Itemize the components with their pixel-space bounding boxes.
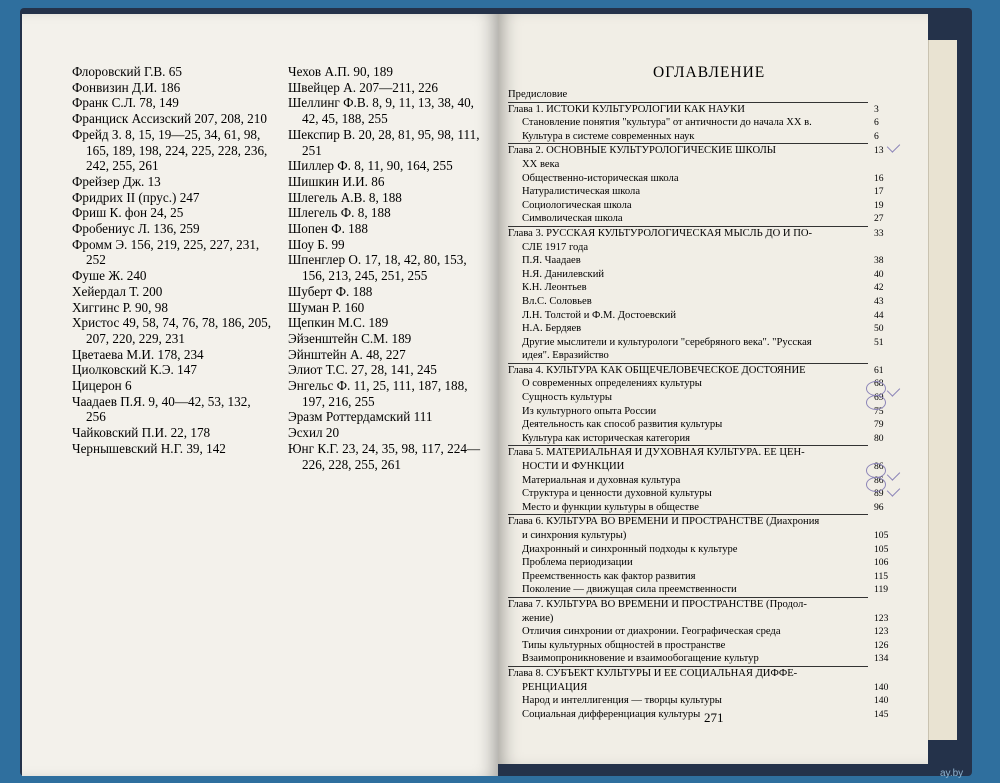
toc-chapter-row — [508, 514, 868, 529]
index-entry: Юнг К.Г. 23, 24, 35, 98, 117, 224—226, 228, 255, 261 — [288, 440, 481, 472]
toc-row — [508, 391, 884, 405]
toc-entry-text: П.Я. Чаадаев — [522, 255, 581, 267]
index-entry: Фуше Ж. 240 — [72, 268, 147, 284]
toc-row — [508, 336, 884, 350]
toc-page-number: 96 — [874, 501, 884, 513]
toc-page-number: 6 — [874, 130, 879, 142]
index-entry: Шлегель Ф. 8, 188 — [288, 205, 391, 221]
toc-page-number: 68 — [874, 378, 884, 390]
index-entry: Чернышевский Н.Г. 39, 142 — [72, 440, 226, 456]
toc-entry-text: Общественно-историческая школа — [522, 172, 679, 184]
toc-row — [508, 158, 868, 172]
toc-page-number: 134 — [874, 653, 889, 665]
toc-row — [508, 268, 884, 282]
toc-entry-text: Поколение — движущая сила преемственности — [522, 584, 737, 596]
index-entry: Энгельс Ф. 11, 25, 111, 187, 188, 197, 216, 255 — [288, 378, 468, 409]
toc-page-number: 105 — [874, 530, 889, 541]
index-entry: Цветаева М.И. 178, 234 — [72, 346, 204, 362]
toc-row — [508, 694, 889, 708]
toc-entry-text: Глава 7. КУЛЬТУРА ВО ВРЕМЕНИ И ПРОСТРАНСТВЕ (Продол- — [508, 598, 807, 610]
index-entry: Шуберт Ф. 188 — [288, 283, 373, 299]
toc-entry-text: Символическая школа — [522, 213, 623, 225]
toc-page-number: 80 — [874, 432, 884, 444]
toc-row — [508, 185, 884, 199]
index-entry: Фонвизин Д.И. 186 — [72, 79, 181, 95]
page-number: 271 — [704, 710, 724, 725]
toc-page-number: 115 — [874, 570, 889, 582]
toc-row — [508, 322, 884, 336]
toc-entry-text: Типы культурных общностей в пространстве — [522, 639, 726, 651]
index-entry: Швейцер А. 207—211, 226 — [288, 79, 438, 95]
toc-page-number: 86 — [874, 461, 884, 473]
toc-entry-text: Отличия синхронии от диахронии. Географическая среда — [522, 626, 781, 638]
toc-row — [508, 199, 884, 213]
index-entry: Шуман Р. 160 — [288, 299, 365, 315]
toc-page-number: 17 — [874, 186, 884, 198]
toc-row — [508, 405, 884, 419]
toc-row — [508, 529, 889, 543]
toc-entry-text: О современных определениях культуры — [522, 378, 702, 390]
toc-entry-text: Взаимопроникновение и взаимообогащение культур — [522, 653, 759, 665]
index-entry: Франк С.Л. 78, 149 — [72, 95, 179, 111]
index-entry: Чайковский П.И. 22, 178 — [72, 425, 211, 441]
toc-page-number: 50 — [874, 323, 884, 335]
pencil-circle-mark — [866, 395, 886, 410]
toc-row — [508, 432, 884, 446]
toc-entry-text: Глава 8. СУБЪЕКТ КУЛЬТУРЫ И ЕЕ СОЦИАЛЬНАЯ ДИФФЕ- — [508, 667, 798, 679]
toc-entry-text: Сущность культуры — [522, 392, 613, 404]
index-entry: Фрейзер Дж. 13 — [72, 173, 161, 189]
toc-page-number: 3 — [874, 103, 879, 115]
index-entry: Эразм Роттердамский 111 — [288, 409, 433, 425]
table-of-contents — [508, 88, 889, 721]
toc-row — [508, 625, 889, 639]
index-entry: Эсхил 20 — [288, 425, 340, 441]
toc-page-number: 6 — [874, 117, 879, 129]
toc-chapter-row — [508, 226, 884, 241]
toc-page-number: 123 — [874, 612, 889, 624]
toc-title: ОГЛАВЛЕНИЕ — [653, 64, 766, 81]
toc-chapter-row — [508, 102, 879, 117]
index-entry: Эйзенштейн С.М. 189 — [288, 330, 412, 346]
toc-entry-text: Глава 4. КУЛЬТУРА КАК ОБЩЕЧЕЛОВЕЧЕСКОЕ ДОСТОЯНИЕ — [508, 364, 806, 376]
toc-chapter-row — [508, 143, 884, 158]
toc-entry-text: Социальная дифференциация культуры — [522, 708, 701, 720]
toc-page-number: 126 — [874, 639, 889, 651]
toc-entry-text: НОСТИ И ФУНКЦИИ — [522, 461, 625, 473]
toc-entry-text: Становление понятия "культура" от античности до начала XX в. — [522, 117, 812, 129]
toc-row — [508, 130, 879, 144]
toc-entry-text: Предисловие — [508, 89, 568, 100]
toc-page-number: 42 — [874, 282, 884, 294]
toc-row — [508, 570, 889, 584]
index-entry: Фробениус Л. 136, 259 — [72, 221, 200, 237]
toc-page-number: 19 — [874, 199, 884, 211]
toc-entry-text: Н.А. Бердяев — [522, 323, 582, 335]
index-entry: Шоу Б. 99 — [288, 236, 345, 252]
index-entry: Элиот Т.С. 27, 28, 141, 245 — [288, 362, 437, 378]
index-entry: Христос 49, 58, 74, 76, 78, 186, 205, 207, 220, 229, 231 — [72, 315, 272, 346]
index-entry: Шпенглер О. 17, 18, 42, 80, 153, 156, 213, 245, 251, 255 — [288, 252, 467, 284]
toc-entry-text: Структура и ценности духовной культуры — [522, 488, 712, 500]
toc-entry-text: Л.Н. Толстой и Ф.М. Достоевский — [522, 309, 676, 321]
toc-page-number: 106 — [874, 557, 889, 569]
toc-page-number: 33 — [874, 227, 884, 239]
toc-page-number: 61 — [874, 364, 884, 376]
toc-row — [508, 583, 889, 597]
toc-page-number: 140 — [874, 695, 889, 707]
toc-entry-text: СЛЕ 1917 года — [522, 241, 589, 253]
toc-chapter-row — [508, 363, 884, 378]
toc-entry-text: XX века — [522, 158, 560, 170]
toc-entry-text: Вл.С. Соловьев — [522, 295, 592, 307]
toc-entry-text: Диахронный и синхронный подходы к культуре — [522, 543, 738, 555]
toc-entry-text: Глава 5. МАТЕРИАЛЬНАЯ И ДУХОВНАЯ КУЛЬТУРА. ЕЕ ЦЕН- — [508, 447, 805, 459]
toc-page-number: 13 — [874, 145, 884, 157]
toc-page-number: 38 — [874, 255, 884, 267]
toc-row — [508, 556, 889, 570]
toc-row — [508, 281, 884, 295]
toc-entry-text: Проблема периодизации — [522, 557, 633, 569]
index-entry: Франциск Ассизский 207, 208, 210 — [72, 111, 267, 127]
pencil-circle-mark — [866, 381, 886, 396]
toc-page-number: 119 — [874, 584, 889, 596]
toc-row — [508, 612, 889, 626]
index-entry: Хейердал Т. 200 — [72, 283, 163, 299]
index-column-2 — [288, 64, 488, 472]
toc-row — [508, 241, 868, 255]
index-entry: Цицерон 6 — [72, 378, 132, 394]
toc-row — [508, 681, 889, 695]
toc-chapter-row — [508, 666, 868, 681]
toc-entry-text: Место и функции культуры в обществе — [522, 501, 699, 513]
watermark: ay.by — [940, 768, 964, 779]
toc-page-number: 79 — [874, 419, 884, 431]
index-column-1 — [72, 64, 272, 457]
index-entry: Фридрих II (прус.) 247 — [72, 189, 200, 205]
index-entry: Шиллер Ф. 8, 11, 90, 164, 255 — [288, 158, 453, 174]
toc-entry-text: идея". Евразийство — [522, 350, 609, 362]
pencil-circle-mark — [866, 477, 886, 492]
toc-row — [508, 172, 884, 186]
pencil-circle-mark — [866, 463, 886, 478]
toc-row — [508, 708, 889, 722]
toc-page-number: 140 — [874, 681, 889, 693]
toc-entry-text: РЕНЦИАЦИЯ — [522, 681, 588, 693]
toc-page-number: 123 — [874, 626, 889, 638]
toc-row — [508, 487, 884, 501]
toc-entry-text: Натуралистическая школа — [522, 186, 641, 198]
index-entry: Шеллинг Ф.В. 8, 9, 11, 13, 38, 40, 42, 45, 188, 255 — [288, 95, 474, 127]
toc-page-number: 51 — [874, 336, 884, 348]
toc-page-number: 43 — [874, 295, 884, 307]
toc-row — [508, 543, 889, 557]
toc-entry-text: Народ и интеллигенция — творцы культуры — [522, 695, 722, 707]
toc-entry-text: Из культурного опыта России — [522, 405, 657, 417]
index-entry: Шопен Ф. 188 — [288, 221, 368, 237]
toc-row — [508, 460, 884, 474]
index-entry: Эйнштейн А. 48, 227 — [288, 346, 406, 362]
toc-entry-text: Глава 2. ОСНОВНЫЕ КУЛЬТУРОЛОГИЧЕСКИЕ ШКОЛЫ — [508, 145, 776, 157]
toc-row — [508, 418, 884, 432]
toc-entry-text: Деятельность как способ развития культуры — [522, 419, 723, 431]
toc-page-number: 40 — [874, 268, 884, 280]
toc-row — [508, 88, 868, 102]
index-entry: Флоровский Г.В. 65 — [72, 64, 182, 79]
toc-row — [508, 254, 884, 268]
toc-row — [508, 377, 884, 391]
index-entry: Щепкин М.С. 189 — [288, 315, 389, 331]
page-edges — [928, 40, 957, 740]
toc-entry-text: Глава 6. КУЛЬТУРА ВО ВРЕМЕНИ И ПРОСТРАНСТВЕ (Диахрония — [508, 516, 820, 528]
index-entry: Фриш К. фон 24, 25 — [72, 205, 184, 221]
toc-entry-text: Преемственность как фактор развития — [522, 570, 696, 582]
toc-entry-text: Глава 1. ИСТОКИ КУЛЬТУРОЛОГИИ КАК НАУКИ — [508, 103, 745, 115]
index-entry: Фрейд З. 8, 15, 19—25, 34, 61, 98, 165, 189, 198, 224, 225, 228, 236, 242, 255, 261 — [72, 126, 268, 174]
toc-entry-text: жение) — [522, 612, 554, 624]
toc-row — [508, 309, 884, 323]
toc-row — [508, 212, 884, 226]
toc-chapter-row — [508, 445, 868, 460]
toc-row — [508, 474, 884, 488]
toc-entry-text: Н.Я. Данилевский — [522, 268, 605, 280]
toc-entry-text: Социологическая школа — [522, 199, 632, 211]
toc-row — [508, 652, 889, 666]
toc-entry-text: К.Н. Леонтьев — [522, 282, 587, 294]
toc-chapter-row — [508, 597, 868, 612]
toc-entry-text: Другие мыслители и культурологи "серебряного века". "Русская — [522, 336, 812, 348]
toc-row — [508, 295, 884, 309]
index-entry: Хиггинс Р. 90, 98 — [72, 299, 168, 315]
toc-page-number: 69 — [874, 392, 884, 404]
index-entry: Шекспир В. 20, 28, 81, 95, 98, 111, 251 — [288, 126, 480, 158]
toc-row — [508, 639, 889, 653]
toc-row — [508, 349, 868, 363]
toc-page-number: 16 — [874, 172, 884, 184]
toc-entry-text: Глава 3. РУССКАЯ КУЛЬТУРОЛОГИЧЕСКАЯ МЫСЛЬ ДО И ПО- — [508, 227, 813, 239]
index-entry: Чехов А.П. 90, 189 — [288, 64, 393, 79]
toc-page-number: 105 — [874, 543, 889, 555]
toc-entry-text: и синхрония культуры) — [522, 530, 627, 541]
index-entry: Шлегель А.В. 8, 188 — [288, 189, 402, 205]
toc-page-number: 27 — [874, 213, 884, 225]
toc-entry-text: Культура в системе современных наук — [522, 130, 695, 142]
toc-row — [508, 116, 879, 130]
toc-entry-text: Культура как историческая категория — [522, 432, 691, 444]
index-entry: Фромм Э. 156, 219, 225, 227, 231, 252 — [72, 236, 260, 268]
toc-page-number: 89 — [874, 488, 884, 500]
toc-page-number: 44 — [874, 309, 884, 321]
toc-page-number: 86 — [874, 474, 884, 486]
index-entry: Шишкин И.И. 86 — [288, 173, 385, 189]
toc-entry-text: Материальная и духовная культура — [522, 474, 681, 486]
index-entry: Циолковский К.Э. 147 — [72, 362, 197, 378]
toc-row — [508, 501, 884, 515]
index-entry: Чаадаев П.Я. 9, 40—42, 53, 132, 256 — [72, 393, 251, 425]
toc-page-number: 145 — [874, 708, 889, 720]
toc-page-number: 75 — [874, 405, 884, 417]
